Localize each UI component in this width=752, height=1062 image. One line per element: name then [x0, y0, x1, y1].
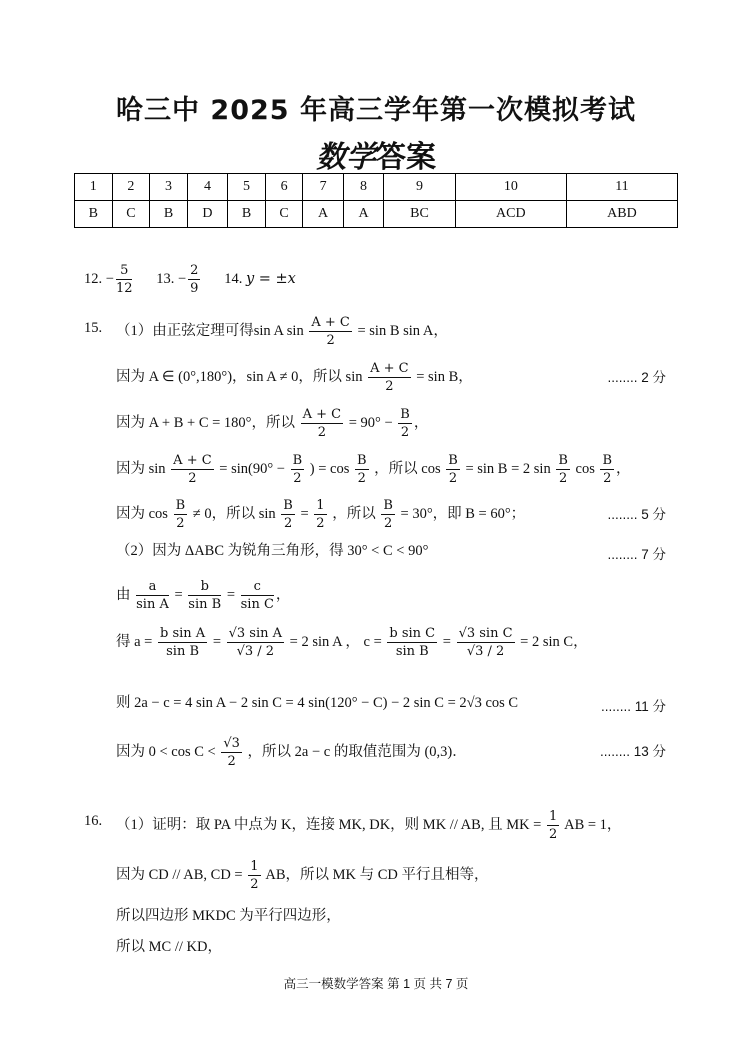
- q15-score-13: ........ 13 分: [599, 744, 666, 759]
- q14-number: 14.: [224, 270, 243, 287]
- q15-score-7: ........ 7 分: [607, 547, 666, 562]
- answer-table-number-row: [75, 174, 678, 201]
- q16-line-3: 所以四边形 MKDC 为平行四边形，: [116, 908, 341, 924]
- q16-line-2: 因为 CD // AB, CD = $\frac{1}{2}$ AB，所以 MK 与 CD 平行且相等，: [116, 859, 489, 892]
- q12-fraction: $\frac{5}{12}$: [115, 263, 133, 296]
- answer-cell: ABD: [566, 201, 677, 228]
- answer-table: [74, 173, 678, 228]
- page-title: 哈三中 2025 年高三学年第一次模拟考试: [116, 95, 636, 126]
- q15-line-8: 得 a = $\frac{\text{b sin A}}{\text{sin B}}$ = $\frac{\text{√3 sin A}}{√3 / 2}$ = 2 sin A ， c = $\frac{\text{b sin C}}{\text{sin B}}$ = $\frac{\text{√3 sin C}}{√3 / 2}$ = 2 sin C，: [116, 626, 588, 659]
- question-number-cell: 9: [384, 174, 456, 201]
- question-number-cell: 5: [228, 174, 266, 201]
- question-number-cell: 4: [187, 174, 227, 201]
- answer-cell: A: [343, 201, 383, 228]
- answer-cell: B: [150, 201, 188, 228]
- answer-cell: B: [228, 201, 266, 228]
- fill-in-answers: [84, 262, 296, 297]
- q13-fraction: $\frac{2}{9}$: [190, 263, 199, 296]
- page-footer: 高三一模数学答案 第 1 页 共 7 页: [283, 977, 469, 991]
- q12-sign: −: [105, 270, 114, 287]
- question-number-cell: 11: [566, 174, 677, 201]
- answer-table-answer-row: [75, 201, 678, 228]
- answer-cell: C: [265, 201, 303, 228]
- question-number-cell: 8: [343, 174, 383, 201]
- q15-line-7: 由 $\frac{a}{\text{sin A}}$ = $\frac{b}{\text{sin B}}$ = $\frac{c}{\text{sin C}}$ ，: [116, 579, 291, 612]
- subtitle-subject: 数学: [316, 140, 376, 175]
- q15-number: 15.: [84, 320, 103, 336]
- question-number-cell: 2: [112, 174, 150, 201]
- question-number-cell: 10: [455, 174, 566, 201]
- subtitle-answer: 答案: [376, 140, 436, 175]
- q15-part2: （2）因为 ΔABC 为锐角三角形，得 30° < C < 90°: [116, 543, 429, 559]
- q13-number: 13.: [156, 270, 175, 287]
- q16-line-4: 所以 MC // KD，: [116, 939, 222, 955]
- page-subtitle: [0, 132, 752, 176]
- answer-cell: A: [303, 201, 343, 228]
- question-number-cell: 7: [303, 174, 343, 201]
- q15-score-5: ........ 5 分: [607, 507, 666, 522]
- q13-sign: −: [177, 270, 187, 287]
- question-number-cell: 6: [265, 174, 303, 201]
- answer-cell: BC: [384, 201, 456, 228]
- q15-line-1: （1）由正弦定理可得sin A sin $\frac{A + C}{2}$ = sin B sin A，: [116, 315, 448, 348]
- q15-score-2: ........ 2 分: [607, 370, 666, 385]
- answer-cell: D: [187, 201, 227, 228]
- q15-line-9: 则 2a − c = 4 sin A − 2 sin C = 4 sin(120° − C) − 2 sin C = 2√3 cos C: [116, 695, 519, 711]
- question-number-cell: 1: [75, 174, 113, 201]
- q15-line-10: 因为 0 < cos C < $\frac{√3}{2}$ ，所以 2a − c 的取值范围为 (0,3)．: [116, 736, 467, 769]
- q14-answer: y = ±x: [245, 270, 296, 287]
- q15-line-5: 因为 cos $\frac{B}{2}$ ≠ 0，所以 sin $\frac{B}{2}$ = $\frac{1}{2}$ ，所以 $\frac{B}{2}$ = 30°，即 B = 60°；: [116, 498, 526, 531]
- answer-cell: B: [75, 201, 113, 228]
- q15-line-3: 因为 A + B + C = 180°，所以 $\frac{A + C}{2}$ = 90° − $\frac{B}{2}$ ，: [116, 407, 429, 440]
- q16-line-1: （1）证明：取 PA 中点为 K，连接 MK, DK，则 MK // AB, 且 MK = $\frac{1}{2}$ AB = 1，: [116, 809, 622, 842]
- q12-number: 12.: [84, 270, 103, 287]
- q15-line-2: 因为 A ∈ (0°,180°)，sin A ≠ 0，所以 sin $\frac{A + C}{2}$ = sin B，: [116, 361, 473, 394]
- question-number-cell: 3: [150, 174, 188, 201]
- answer-cell: ACD: [455, 201, 566, 228]
- answer-cell: C: [112, 201, 150, 228]
- q15-line-4: 因为 sin $\frac{A + C}{2}$ = sin(90° − $\frac{B}{2}$ ) = cos $\frac{B}{2}$ ，所以 cos $\frac{B}{2}$ = sin B = 2 sin $\frac{B}{2}$ cos $\frac{B}{2}$ ，: [116, 453, 631, 486]
- q15-score-11: ........ 11 分: [600, 699, 666, 714]
- q16-number: 16.: [84, 813, 103, 829]
